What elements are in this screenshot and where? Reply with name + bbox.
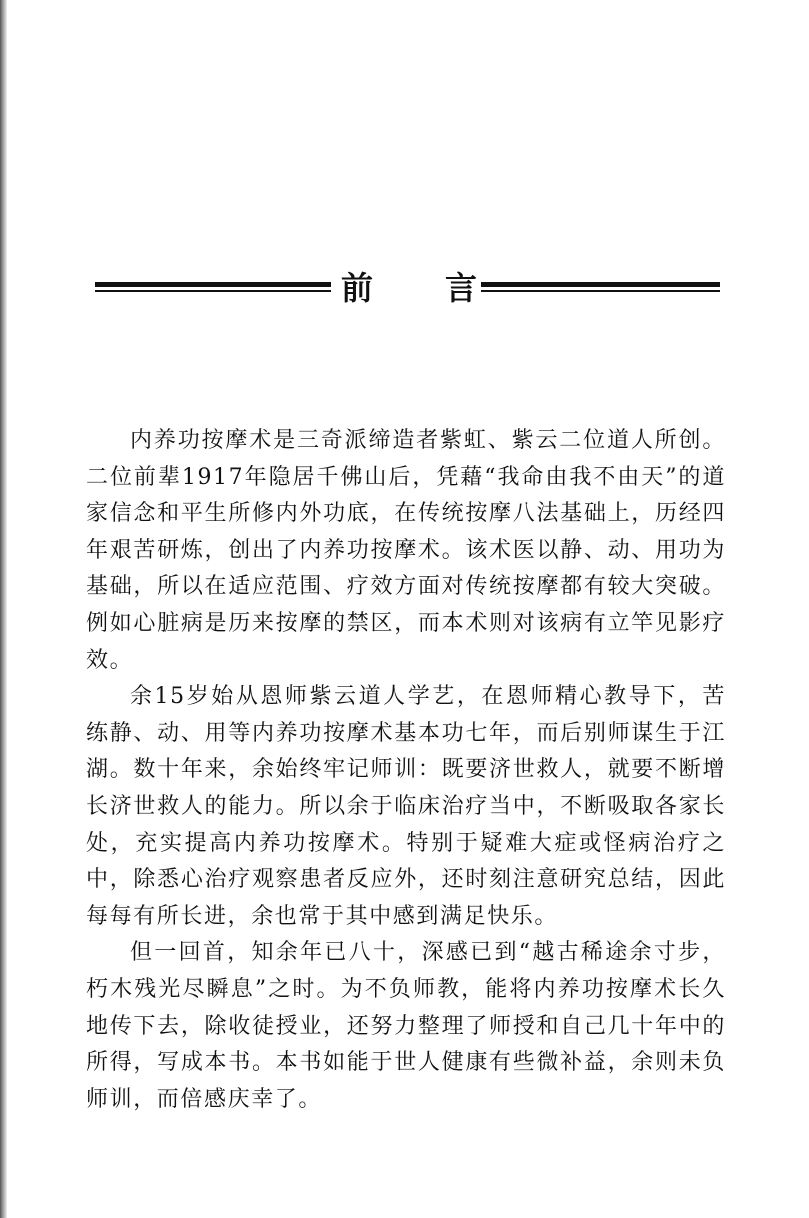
paragraph-2: 余15岁始从恩师紫云道人学艺，在恩师精心教导下，苦练静、动、用等内养功按摩术基本功七年，而后别师谋生于江湖。数十年来，余始终牢记师训：既要济世救人，就要不断增长济世救人的能力。所以余于临床治疗当中，不断吸取各家长处，充实提高内养功按摩术。特别于疑难大症或怪病治疗之中，除悉心治疗观察患者反应外，还时刻注意研究总结，因此每每有所长进，余也常于其中感到满足快乐。 [86, 684, 726, 929]
heading-rule-left-thick [95, 282, 331, 287]
heading-rule-right-thick [481, 282, 720, 287]
heading-rule-right-thin [481, 290, 720, 292]
paragraph-3: 但一回首，知余年已八十，深感已到“越古稀途余寸步，朽木残光尽瞬息”之时。为不负师教，能将内养功按摩术长久地传下去，除收徒授业，还努力整理了师授和自己几十年中的所得，写成本书。本书如能于世人健康有些微补益，余则未负师训，而倍感庆幸了。 [86, 940, 726, 1112]
heading-char-first: 前 [341, 269, 374, 307]
heading-char-second: 言 [445, 269, 478, 307]
heading-rule-right [481, 282, 720, 294]
paragraph-1: 内养功按摩术是三奇派缔造者紫虹、紫云二位道人所创。二位前辈1917年隐居千佛山后，凭藉“我命由我不由天”的道家信念和平生所修内外功底，在传统按摩八法基础上，历经四年艰苦研炼，创出了内养功按摩术。该术医以静、动、用功为基础，所以在适应范围、疗效方面对传统按摩都有较大突破。例如心脏病是历来按摩的禁区，而本术则对该病有立竿见影疗效。 [86, 428, 726, 673]
heading-rule-left [95, 282, 331, 294]
page-edge-shadow [0, 0, 7, 1218]
heading-rule-left-thin [95, 290, 331, 292]
body-text [86, 423, 726, 1118]
section-heading [95, 266, 720, 316]
